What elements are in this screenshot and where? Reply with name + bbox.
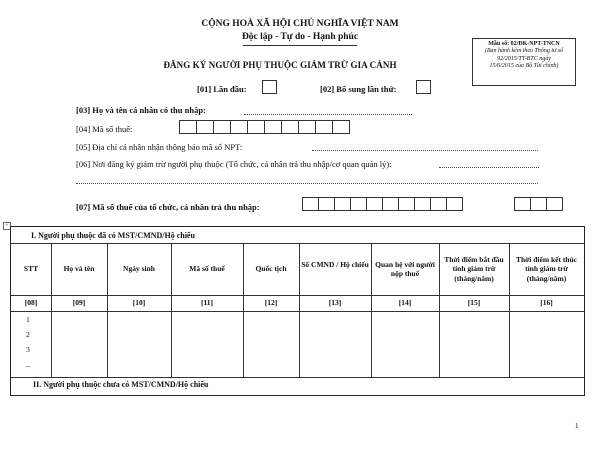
digit-cell[interactable] <box>302 197 319 211</box>
registration-place-label: [06] Nơi đăng ký giảm trừ người phụ thuộc (Tổ chức, cá nhân trả thu nhập/cơ quan quản lý): <box>76 159 392 169</box>
digit-cell[interactable] <box>334 197 351 211</box>
column-code: [10] <box>132 298 146 307</box>
first-time-label: [01] Lần đầu: <box>197 84 247 94</box>
digit-cell[interactable] <box>332 120 350 134</box>
page-number: 1 <box>575 422 579 430</box>
column-code: [14] <box>398 298 412 307</box>
row-divider <box>11 295 584 296</box>
column-code: [15] <box>467 298 481 307</box>
form-note-line-3: 15/6/2015 của Bộ Tài chính) <box>489 63 559 70</box>
taxpayer-name-field[interactable] <box>244 114 412 115</box>
digit-cell[interactable] <box>298 120 316 134</box>
dependents-table <box>10 226 585 396</box>
digit-cell[interactable] <box>430 197 447 211</box>
digit-cell[interactable] <box>318 197 335 211</box>
column-header: Thời điểm kết thúc tính giảm trừ (tháng/năm) <box>515 254 578 283</box>
column-divider <box>439 243 440 377</box>
tax-code-label: [04] Mã số thuế: <box>76 124 133 134</box>
digit-cell[interactable] <box>514 197 531 211</box>
digit-cell[interactable] <box>230 120 248 134</box>
column-header: Quan hệ với người nộp thuế <box>375 259 435 278</box>
form-code: Mẫu số: 02/ĐK-NPT-TNCN <box>488 41 560 47</box>
digit-cell[interactable] <box>315 120 333 134</box>
column-code: [16] <box>540 298 553 307</box>
supplement-checkbox[interactable] <box>416 80 431 94</box>
first-time-checkbox[interactable] <box>262 80 277 94</box>
column-header: Quốc tịch <box>255 264 287 274</box>
address-label: [05] Địa chỉ cá nhân nhận thông báo mã số NPT: <box>76 142 243 152</box>
row-number: 2 <box>26 330 30 339</box>
digit-cell[interactable] <box>382 197 399 211</box>
digit-cell[interactable] <box>414 197 431 211</box>
form-note-line-1: (Ban hành kèm theo Thông tư số <box>484 48 564 55</box>
form-title: ĐĂNG KÝ NGƯỜI PHỤ THUỘC GIẢM TRỪ GIA CẢNH <box>163 60 397 70</box>
row-number: 1 <box>26 315 30 324</box>
column-code: [11] <box>200 298 214 307</box>
column-divider <box>51 243 52 377</box>
row-divider <box>11 311 584 312</box>
column-divider <box>371 243 372 377</box>
column-header: Họ và tên <box>63 264 95 274</box>
motto-heading: Độc lập - Tự do - Hạnh phúc <box>241 32 359 42</box>
row-divider <box>11 377 584 378</box>
column-divider <box>243 243 244 377</box>
digit-cell[interactable] <box>350 197 367 211</box>
column-header: Mã số thuế <box>189 264 225 274</box>
tax-code-field[interactable] <box>179 120 350 134</box>
section-1-divider <box>11 243 584 244</box>
column-code: [08] <box>24 298 38 307</box>
column-header: STT <box>23 264 39 274</box>
supplement-label: [02] Bổ sung lần thứ: <box>320 84 397 94</box>
column-divider <box>171 243 172 377</box>
registration-place-field[interactable] <box>439 167 539 168</box>
column-divider <box>299 243 300 377</box>
table-move-handle[interactable]: + <box>3 222 11 230</box>
payer-tax-code-label: [07] Mã số thuế của tổ chức, cá nhân trả thu nhập: <box>76 202 260 212</box>
digit-cell[interactable] <box>281 120 299 134</box>
digit-cell[interactable] <box>530 197 547 211</box>
payer-tax-code-field[interactable] <box>302 197 463 211</box>
section-1-title: I. Người phụ thuộc đã có MST/CMND/Hộ chiếu <box>31 231 195 240</box>
address-field[interactable] <box>312 150 538 151</box>
column-code: [13] <box>328 298 342 307</box>
row-number: 3 <box>26 345 30 354</box>
digit-cell[interactable] <box>179 120 197 134</box>
column-divider <box>509 243 510 377</box>
payer-tax-code-suffix-field[interactable] <box>514 197 563 211</box>
motto-underline <box>243 45 357 46</box>
column-code: [09] <box>72 298 86 307</box>
digit-cell[interactable] <box>546 197 563 211</box>
column-divider <box>107 243 108 377</box>
column-code: [12] <box>264 298 278 307</box>
nation-heading: CỘNG HOÀ XÃ HỘI CHỦ NGHĨA VIỆT NAM <box>201 19 399 29</box>
digit-cell[interactable] <box>247 120 265 134</box>
digit-cell[interactable] <box>213 120 231 134</box>
digit-cell[interactable] <box>264 120 282 134</box>
column-header: Số CMND / Hộ chiếu <box>301 259 369 269</box>
column-header: Ngày sinh <box>123 264 155 274</box>
digit-cell[interactable] <box>366 197 383 211</box>
form-note-line-2: 92/2015/TT-BTC ngày <box>497 55 551 62</box>
row-number: ... <box>25 360 31 369</box>
section-2-title: II. Người phụ thuộc chưa có MST/CMND/Hộ chiếu <box>33 380 209 389</box>
taxpayer-name-label: [03] Họ và tên cá nhân có thu nhập: <box>76 105 206 115</box>
registration-place-field-line2[interactable] <box>76 183 538 184</box>
digit-cell[interactable] <box>398 197 415 211</box>
digit-cell[interactable] <box>446 197 463 211</box>
column-header: Thời điểm bắt đầu tính giảm trừ (tháng/năm) <box>444 254 504 283</box>
digit-cell[interactable] <box>196 120 214 134</box>
